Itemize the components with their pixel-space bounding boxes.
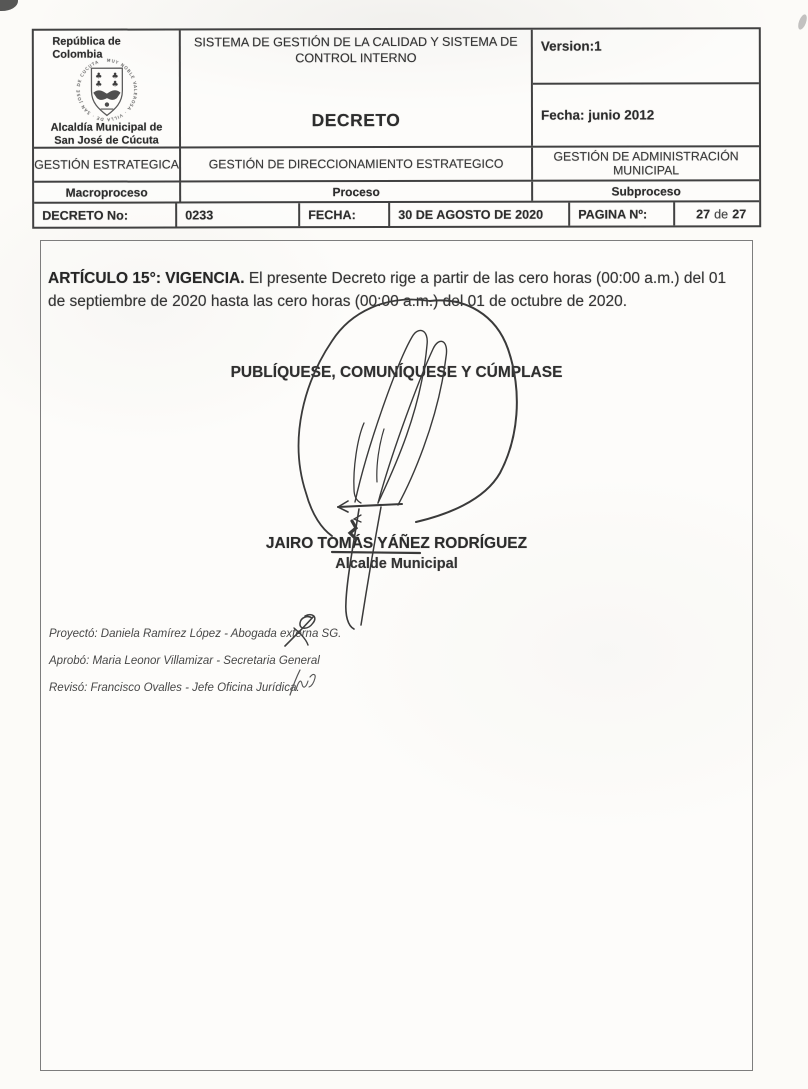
initials-sg bbox=[280, 610, 322, 652]
logo-cell bbox=[34, 30, 181, 146]
pagina-sep: de bbox=[714, 206, 729, 221]
signer-title: Alcalde Municipal bbox=[335, 556, 458, 572]
proceso-label: Proceso bbox=[181, 182, 533, 202]
article-title: ARTÍCULO 15°: VIGENCIA. bbox=[48, 270, 245, 287]
republic-line1: República de bbox=[52, 35, 121, 48]
title-cell bbox=[181, 30, 533, 147]
republic-line2: Colombia bbox=[52, 48, 103, 61]
entity-line2: San José de Cúcuta bbox=[54, 133, 159, 147]
svg-text:♣: ♣ bbox=[111, 71, 119, 81]
proceso-value: GESTIÓN DE DIRECCIONAMIENTO ESTRATEGICO bbox=[181, 148, 533, 181]
fecha-decreto-value: 30 DE AGOSTO DE 2020 bbox=[390, 203, 570, 226]
subproceso-value: GESTIÓN DE ADMINISTRACIÓN MUNICIPAL bbox=[553, 148, 739, 178]
article-text: El presente Decreto rige a partir de las cero horas (00:00 a.m.) del 01 de septiembre de 2020 hasta las cero horas (00:00 a.m.) del 01 de octubre de 2020. bbox=[48, 270, 727, 310]
initials-reviso bbox=[284, 667, 320, 701]
scan-smudge-edge bbox=[796, 13, 808, 30]
publish-line: PUBLÍQUESE, COMUNÍQUESE Y CÚMPLASE bbox=[230, 364, 563, 381]
fecha-value: Fecha: junio 2012 bbox=[540, 107, 655, 123]
pagina-total: 27 bbox=[732, 206, 747, 221]
process-row bbox=[34, 147, 759, 183]
scan-smudge-corner bbox=[0, 0, 18, 11]
svg-text:MUY NOBLE VALEROSA · VILLA DE bbox=[75, 58, 138, 123]
version-fecha-cell bbox=[533, 29, 759, 145]
svg-text:♣: ♣ bbox=[94, 79, 102, 89]
footer-reviso: Revisó: Francisco Ovalles - Jefe Oficina Jurídica. bbox=[49, 682, 300, 694]
municipal-coat-of-arms-icon bbox=[69, 55, 143, 124]
system-title: SISTEMA DE GESTIÓN DE LA CALIDAD Y SISTEMA DE CONTROL INTERNO bbox=[194, 34, 518, 65]
header-main-row bbox=[34, 29, 759, 149]
footer-aprobo: Aprobó: Maria Leonor Villamizar - Secretaria General bbox=[49, 655, 320, 667]
pagina-value bbox=[675, 202, 759, 225]
decree-number-row bbox=[34, 202, 759, 227]
macroproceso-label: Macroproceso bbox=[34, 182, 181, 201]
footer-proyecto: Proyectó: Daniela Ramírez López - Abogada externa SG. bbox=[49, 628, 342, 640]
document-type-title: DECRETO bbox=[311, 109, 401, 131]
process-label-row bbox=[34, 181, 759, 204]
entity-label bbox=[51, 121, 163, 146]
decreto-no-label: DECRETO No: bbox=[34, 203, 177, 226]
svg-text:♣: ♣ bbox=[111, 79, 119, 89]
header-table bbox=[32, 27, 761, 229]
decreto-no-value: 0233 bbox=[177, 203, 300, 226]
macroproceso-value: GESTIÓN ESTRATEGICA bbox=[34, 148, 181, 180]
pagina-label: PAGINA Nº: bbox=[570, 202, 675, 225]
pagina-num: 27 bbox=[696, 206, 711, 221]
version-value: Version:1 bbox=[533, 29, 759, 84]
subproceso-label: Subproceso bbox=[611, 183, 681, 199]
fecha-label: FECHA: bbox=[300, 203, 390, 226]
entity-line1: Alcaldía Municipal de bbox=[50, 121, 163, 134]
signer-name: JAIRO TOMÁS YÁÑEZ RODRÍGUEZ bbox=[265, 535, 528, 552]
svg-text:♣: ♣ bbox=[94, 71, 102, 81]
seal-ring-text: MUY NOBLE VALEROSA · VILLA DE · SAN JOSE DE CUCUTA bbox=[75, 57, 138, 123]
mayor-signature bbox=[280, 293, 530, 641]
